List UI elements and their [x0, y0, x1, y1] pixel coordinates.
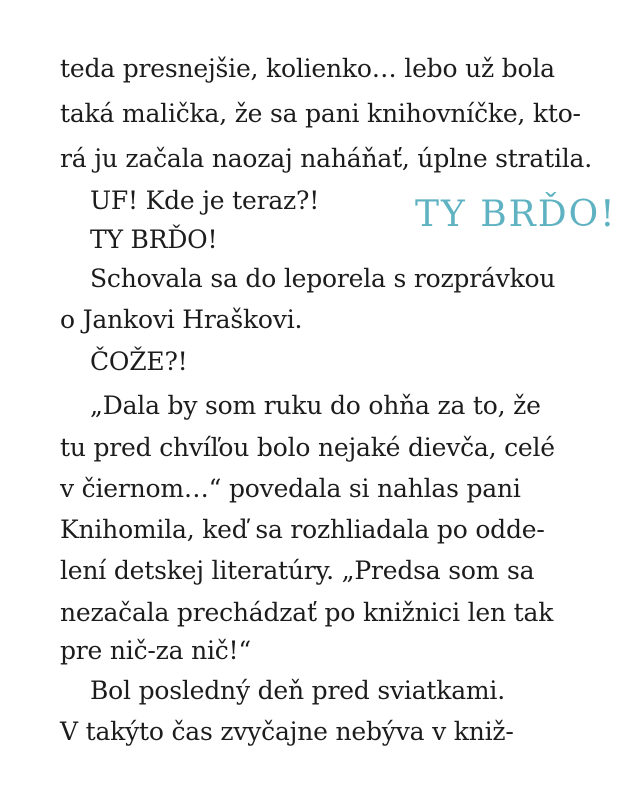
text-line: tu pred chvíľou bolo nejaké dievča, celé	[60, 433, 555, 462]
text-line: Schovala sa do leporela s rozprávkou	[90, 264, 556, 293]
text-line: pre nič-za nič!“	[60, 636, 251, 665]
text-line: Knihomila, keď sa rozhliadala po odde-	[60, 515, 545, 544]
text-line: teda presnejšie, kolienko… lebo už bola	[60, 54, 555, 83]
text-line: v čiernom…“ povedala si nahlas pani	[60, 474, 521, 503]
text-line: Bol posledný deň pred sviatkami.	[90, 676, 505, 705]
callout-exclamation: TY BRĎO!	[415, 194, 617, 235]
text-line: UF! Kde je teraz?!	[90, 186, 320, 215]
text-line: lení detskej literatúry. „Predsa som sa	[60, 556, 535, 585]
text-line: taká malička, že sa pani knihovníčke, kto-	[60, 99, 581, 128]
text-line: nezačala prechádzať po knižnici len tak	[60, 598, 554, 627]
text-line: o Jankovi Hraškovi.	[60, 305, 303, 334]
text-line: „Dala by som ruku do ohňa za to, že	[90, 391, 541, 420]
text-line: TY BRĎO!	[90, 225, 218, 254]
text-line: rá ju začala naozaj naháňať, úplne stratila.	[60, 144, 592, 173]
text-line: V takýto čas zvyčajne nebýva v kniž-	[60, 717, 514, 746]
text-line: ČOŽE?!	[90, 347, 188, 376]
